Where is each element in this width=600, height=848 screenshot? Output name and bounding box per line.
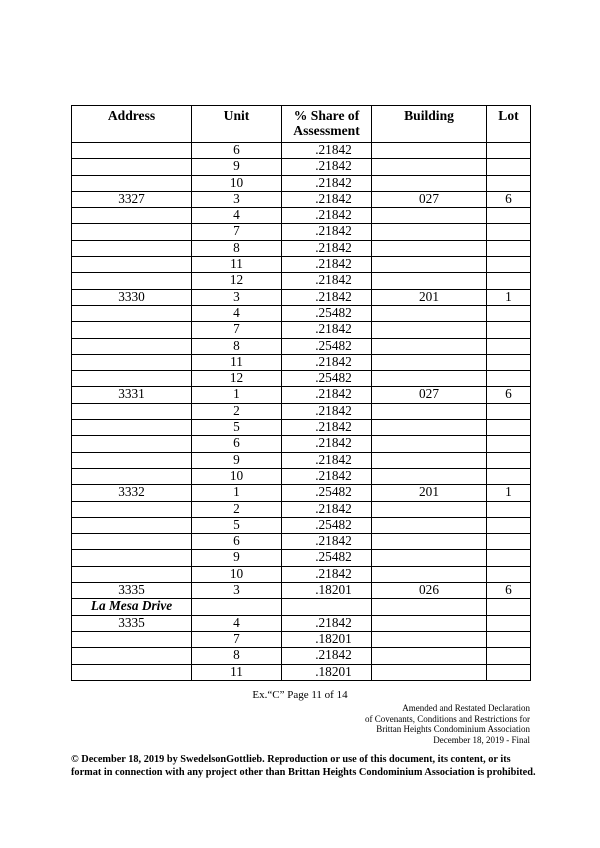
cell-unit: 11 (192, 354, 282, 370)
cell-address (72, 664, 192, 680)
declaration-line-2: of Covenants, Conditions and Restrictions for (365, 713, 530, 724)
cell-share: .25482 (282, 371, 372, 387)
cell-share: .21842 (282, 648, 372, 664)
cell-lot (487, 615, 531, 631)
cell-share: .21842 (282, 420, 372, 436)
cell-share: .21842 (282, 387, 372, 403)
cell-lot (487, 664, 531, 680)
table-row (72, 175, 531, 191)
cell-building (372, 159, 487, 175)
cell-share: .25482 (282, 338, 372, 354)
header-unit: Unit (192, 106, 282, 143)
cell-lot (487, 517, 531, 533)
copyright-notice: © December 18, 2019 by SwedelsonGottlieb. Reproduction or use of this document, its content, or its format in connection with any project other than Brittan Heights Condominium Association is prohibited. (71, 754, 536, 778)
cell-address (72, 273, 192, 289)
table-row (72, 566, 531, 582)
cell-lot (487, 420, 531, 436)
cell-share: .21842 (282, 468, 372, 484)
cell-share: .18201 (282, 583, 372, 599)
cell-building (372, 534, 487, 550)
table-row (72, 436, 531, 452)
cell-unit: 4 (192, 305, 282, 321)
cell-share: .21842 (282, 501, 372, 517)
cell-unit: 10 (192, 175, 282, 191)
cell-share: .21842 (282, 566, 372, 582)
cell-building (372, 599, 487, 615)
table-header-row (72, 106, 531, 143)
cell-address (72, 648, 192, 664)
cell-unit: 2 (192, 403, 282, 419)
cell-unit: 10 (192, 566, 282, 582)
cell-unit: 6 (192, 143, 282, 159)
cell-address (72, 208, 192, 224)
cell-unit: 6 (192, 534, 282, 550)
cell-building (372, 664, 487, 680)
cell-share: .21842 (282, 143, 372, 159)
cell-building (372, 631, 487, 647)
cell-building (372, 452, 487, 468)
table-row (72, 191, 531, 207)
cell-unit: 1 (192, 485, 282, 501)
table-row (72, 550, 531, 566)
cell-address (72, 517, 192, 533)
cell-unit: 3 (192, 191, 282, 207)
cell-share: .21842 (282, 615, 372, 631)
cell-building (372, 273, 487, 289)
cell-lot (487, 322, 531, 338)
cell-building (372, 354, 487, 370)
cell-building: 026 (372, 583, 487, 599)
cell-share: .25482 (282, 305, 372, 321)
table-row (72, 615, 531, 631)
cell-unit: 4 (192, 208, 282, 224)
table-row (72, 403, 531, 419)
cell-share: .21842 (282, 273, 372, 289)
cell-building: 027 (372, 191, 487, 207)
table-row (72, 420, 531, 436)
cell-unit: 10 (192, 468, 282, 484)
cell-building (372, 224, 487, 240)
cell-share: .21842 (282, 403, 372, 419)
cell-unit: 8 (192, 648, 282, 664)
table-row (72, 664, 531, 680)
cell-lot (487, 338, 531, 354)
cell-lot: 1 (487, 485, 531, 501)
cell-lot (487, 534, 531, 550)
cell-lot: 6 (487, 191, 531, 207)
cell-building (372, 143, 487, 159)
table-row (72, 371, 531, 387)
declaration-line-4: December 18, 2019 - Final (433, 734, 530, 745)
cell-building (372, 208, 487, 224)
cell-building (372, 305, 487, 321)
table-row (72, 387, 531, 403)
cell-unit: 2 (192, 501, 282, 517)
cell-lot (487, 240, 531, 256)
cell-building: 201 (372, 485, 487, 501)
cell-lot (487, 550, 531, 566)
cell-building (372, 566, 487, 582)
cell-unit: 8 (192, 240, 282, 256)
cell-address (72, 175, 192, 191)
table-row (72, 485, 531, 501)
cell-unit: 7 (192, 631, 282, 647)
cell-building (372, 240, 487, 256)
cell-lot (487, 566, 531, 582)
cell-address (72, 257, 192, 273)
cell-address (72, 305, 192, 321)
declaration-line-3: Brittan Heights Condominium Association (376, 724, 530, 734)
cell-address: 3335 (72, 615, 192, 631)
cell-address: 3335 (72, 583, 192, 599)
cell-lot (487, 599, 531, 615)
cell-share: .25482 (282, 550, 372, 566)
table-row (72, 534, 531, 550)
cell-address: 3330 (72, 289, 192, 305)
cell-unit: 1 (192, 387, 282, 403)
page-number-label: Ex.“C” Page 11 of 14 (252, 689, 348, 701)
table-row (72, 240, 531, 256)
cell-address: 3332 (72, 485, 192, 501)
cell-address: 3331 (72, 387, 192, 403)
table-body (72, 143, 531, 681)
cell-building (372, 436, 487, 452)
table-row (72, 208, 531, 224)
table-row (72, 501, 531, 517)
cell-unit: 7 (192, 224, 282, 240)
table-row (72, 648, 531, 664)
cell-address (72, 322, 192, 338)
cell-lot: 6 (487, 387, 531, 403)
assessment-table (71, 105, 531, 681)
cell-address (72, 436, 192, 452)
cell-address (72, 420, 192, 436)
cell-address (72, 159, 192, 175)
cell-address (72, 468, 192, 484)
cell-lot (487, 305, 531, 321)
cell-lot: 6 (487, 583, 531, 599)
cell-unit: 8 (192, 338, 282, 354)
declaration-title-block (365, 703, 530, 745)
cell-share: .21842 (282, 452, 372, 468)
cell-lot (487, 273, 531, 289)
table-row (72, 452, 531, 468)
table-row (72, 599, 531, 615)
cell-unit: 4 (192, 615, 282, 631)
table-row (72, 338, 531, 354)
table-row (72, 159, 531, 175)
header-lot: Lot (487, 106, 531, 143)
cell-lot: 1 (487, 289, 531, 305)
table-row (72, 354, 531, 370)
cell-unit: 11 (192, 664, 282, 680)
cell-share (282, 599, 372, 615)
cell-building (372, 322, 487, 338)
cell-unit: 6 (192, 436, 282, 452)
cell-unit: 5 (192, 420, 282, 436)
cell-lot (487, 354, 531, 370)
cell-lot (487, 631, 531, 647)
cell-unit: 3 (192, 289, 282, 305)
cell-lot (487, 208, 531, 224)
cell-lot (487, 257, 531, 273)
cell-share: .21842 (282, 534, 372, 550)
cell-building (372, 175, 487, 191)
cell-share: .21842 (282, 191, 372, 207)
cell-address (72, 224, 192, 240)
cell-lot (487, 648, 531, 664)
cell-address (72, 240, 192, 256)
header-building: Building (372, 106, 487, 143)
cell-lot (487, 371, 531, 387)
cell-share: .21842 (282, 257, 372, 273)
cell-unit: 12 (192, 371, 282, 387)
cell-lot (487, 159, 531, 175)
cell-unit: 9 (192, 452, 282, 468)
cell-building (372, 615, 487, 631)
cell-address (72, 566, 192, 582)
cell-unit: 11 (192, 257, 282, 273)
cell-address (72, 501, 192, 517)
cell-lot (487, 436, 531, 452)
cell-share: .21842 (282, 436, 372, 452)
cell-building (372, 403, 487, 419)
cell-building (372, 648, 487, 664)
cell-building (372, 501, 487, 517)
table-row (72, 517, 531, 533)
cell-lot (487, 403, 531, 419)
cell-share: .18201 (282, 631, 372, 647)
cell-address (72, 143, 192, 159)
cell-share: .21842 (282, 175, 372, 191)
cell-address (72, 452, 192, 468)
table-row (72, 322, 531, 338)
cell-address (72, 354, 192, 370)
table-row (72, 224, 531, 240)
cell-building (372, 338, 487, 354)
table-row (72, 305, 531, 321)
cell-address: 3327 (72, 191, 192, 207)
cell-address (72, 371, 192, 387)
cell-lot (487, 468, 531, 484)
cell-building (372, 550, 487, 566)
cell-share: .25482 (282, 517, 372, 533)
cell-lot (487, 224, 531, 240)
cell-address (72, 403, 192, 419)
cell-unit: 7 (192, 322, 282, 338)
cell-building (372, 468, 487, 484)
cell-share: .21842 (282, 159, 372, 175)
cell-building: 201 (372, 289, 487, 305)
cell-building (372, 371, 487, 387)
cell-lot (487, 175, 531, 191)
cell-unit: 9 (192, 159, 282, 175)
cell-lot (487, 452, 531, 468)
table-row (72, 289, 531, 305)
cell-unit: 12 (192, 273, 282, 289)
cell-share: .21842 (282, 289, 372, 305)
cell-address (72, 534, 192, 550)
table-row (72, 273, 531, 289)
table-row (72, 143, 531, 159)
cell-unit: 9 (192, 550, 282, 566)
table-row (72, 468, 531, 484)
cell-address (72, 631, 192, 647)
cell-lot (487, 501, 531, 517)
cell-building: 027 (372, 387, 487, 403)
cell-unit: 3 (192, 583, 282, 599)
cell-lot (487, 143, 531, 159)
cell-share: .21842 (282, 208, 372, 224)
cell-share: .21842 (282, 240, 372, 256)
cell-unit: 5 (192, 517, 282, 533)
cell-address: La Mesa Drive (72, 599, 192, 615)
cell-address (72, 338, 192, 354)
table-row (72, 257, 531, 273)
cell-building (372, 517, 487, 533)
table-row (72, 631, 531, 647)
table-row (72, 583, 531, 599)
cell-unit (192, 599, 282, 615)
declaration-line-1: Amended and Restated Declaration (402, 703, 530, 713)
cell-share: .25482 (282, 485, 372, 501)
cell-share: .21842 (282, 354, 372, 370)
cell-share: .18201 (282, 664, 372, 680)
cell-building (372, 257, 487, 273)
cell-address (72, 550, 192, 566)
cell-share: .21842 (282, 322, 372, 338)
header-share: % Share of Assessment (282, 106, 372, 143)
cell-share: .21842 (282, 224, 372, 240)
cell-building (372, 420, 487, 436)
header-address: Address (72, 106, 192, 143)
